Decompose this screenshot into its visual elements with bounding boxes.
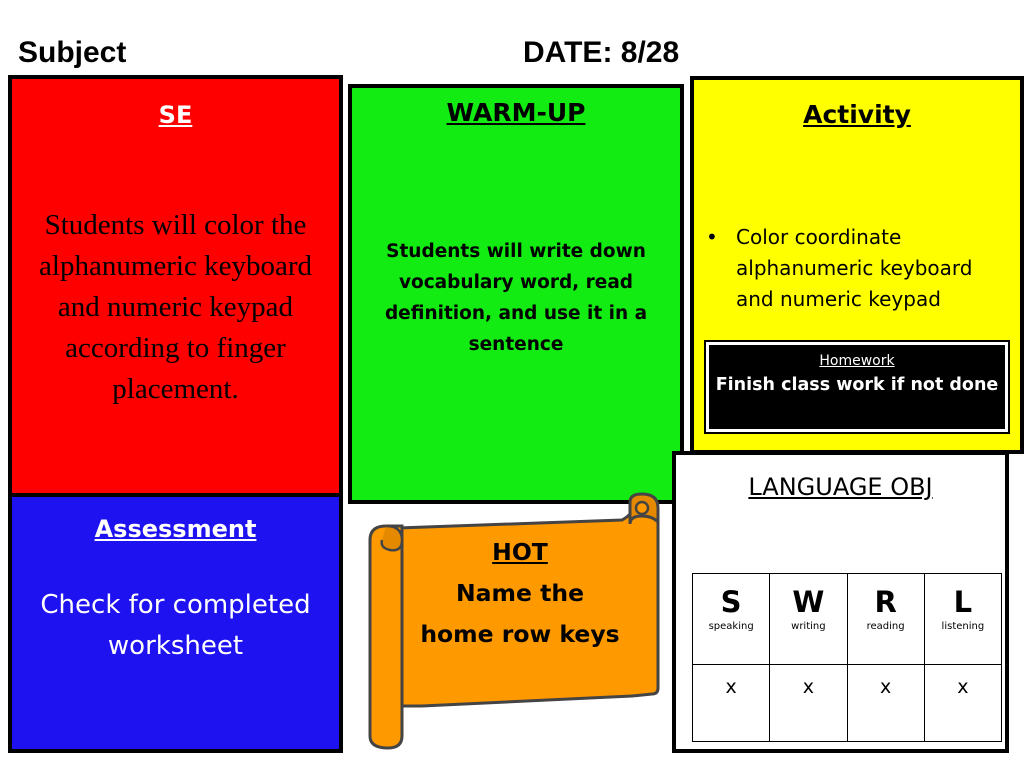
hot-line-1: Name the [455, 579, 585, 607]
homework-text: Finish class work if not done [715, 375, 999, 395]
mark-cell [770, 665, 847, 742]
skill-mark: x [725, 676, 737, 698]
activity-list [706, 222, 1000, 315]
homework-title: Homework [819, 353, 895, 369]
se-title: SE [158, 101, 193, 129]
skill-mark: x [880, 676, 892, 698]
activity-panel [690, 76, 1024, 454]
skill-cell-speaking [693, 574, 770, 665]
table-row [693, 665, 1002, 742]
warmup-text: Students will write down vocabulary word, read definition, and use it in a sentence [384, 241, 648, 355]
skill-word: reading [866, 621, 905, 632]
assessment-text: Check for completed worksheet [40, 590, 311, 661]
se-text: Students will color the alphanumeric keyboard and numeric keypad according to finger placement. [39, 209, 312, 405]
skill-cell-writing [770, 574, 847, 665]
hot-title: HOT [492, 538, 548, 566]
skill-cell-reading [847, 574, 924, 665]
mark-cell [693, 665, 770, 742]
language-skills-table [692, 573, 1002, 742]
skill-cell-listening [924, 574, 1001, 665]
skill-mark: x [957, 676, 969, 698]
warmup-panel [348, 84, 684, 504]
activity-title: Activity [803, 100, 911, 129]
skill-word: listening [941, 621, 985, 632]
list-item [706, 222, 1000, 315]
skill-word: speaking [708, 621, 754, 632]
hot-text [390, 532, 650, 655]
table-row [693, 574, 1002, 665]
skill-letter: R [874, 585, 897, 619]
homework-box [706, 342, 1008, 432]
activity-item-text: Color coordinate alphanumeric keyboard and numeric keypad [736, 225, 973, 311]
skill-letter: L [953, 585, 973, 619]
skill-letter: S [720, 585, 742, 619]
warmup-title: WARM-UP [446, 98, 586, 127]
assessment-panel [8, 493, 343, 753]
se-panel [8, 75, 343, 520]
date-label: DATE: 8/28 [523, 36, 680, 69]
language-obj-title: LANGUAGE OBJ [748, 473, 933, 501]
mark-cell [847, 665, 924, 742]
skill-word: writing [791, 621, 826, 632]
hot-line-2: home row keys [420, 620, 620, 648]
subject-label: Subject [18, 36, 127, 69]
skill-mark: x [802, 676, 814, 698]
skill-letter: W [792, 585, 825, 619]
bullet-icon: • [706, 225, 718, 249]
mark-cell [924, 665, 1001, 742]
language-obj-panel [672, 451, 1009, 753]
assessment-title: Assessment [94, 515, 257, 543]
